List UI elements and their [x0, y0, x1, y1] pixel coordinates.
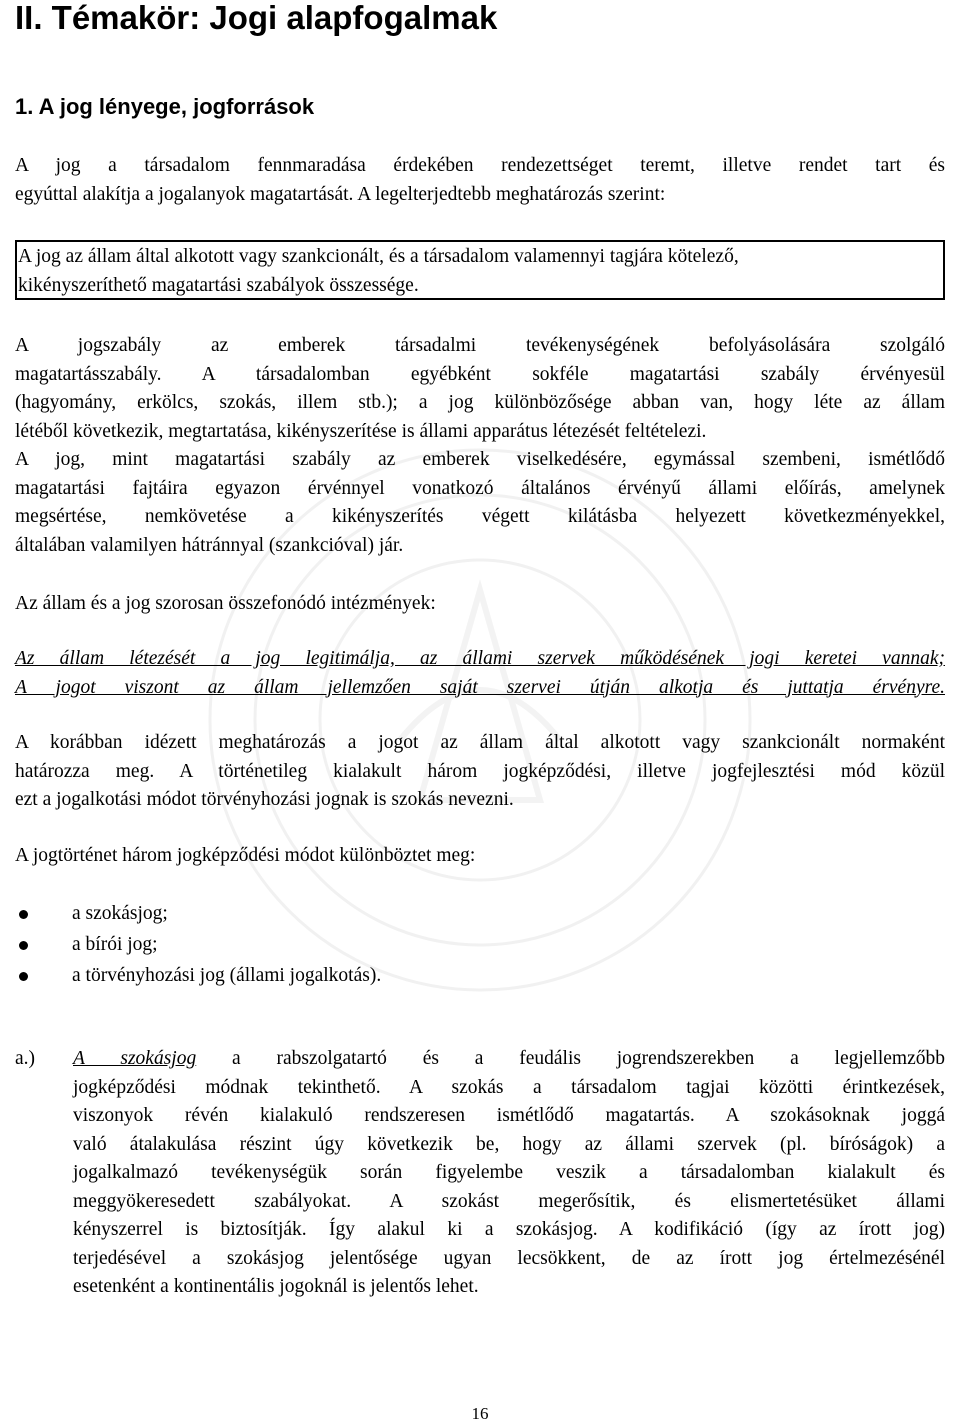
text-line: való átalakulása részint úgy következik be, hogy az állami szervek (pl. bíróságok) a [73, 1133, 945, 1155]
list-item [15, 931, 381, 962]
text-line: A jog a társadalom fennmaradása érdekében rendezettséget teremt, illetve rendet tart és [15, 155, 945, 176]
section-a-body [73, 1045, 945, 1302]
text-line: (hagyomány, erkölcs, szokás, illem stb.); a jog különbözősége abban van, hogy léte az állam [15, 392, 945, 413]
text-line [73, 1045, 945, 1074]
keyword: A szokásjog [73, 1048, 197, 1069]
section-marker: a.) [15, 1048, 36, 1069]
text-line: magatartásszabály. A társadalomban egyébként sokféle magatartási szabály érvényesül [15, 363, 945, 385]
text-line-rest: a rabszolgatartó és a feudális jogrendszerekben a legjellemzőbb [196, 1048, 945, 1069]
text-line: létéből következik, megtartatása, kikényszerítése is állami apparátus létezését feltételezi. [15, 420, 707, 442]
bullet-icon [19, 910, 28, 919]
definition-box [15, 240, 945, 300]
italic-statements [15, 645, 945, 702]
law-formation-list [15, 900, 381, 993]
text-line: egyúttal alakítja a jogalanyok magatartását. A legelterjedtebb meghatározás szerint: [15, 183, 666, 205]
text-line: általában valamilyen hátránnyal (szankcióval) jár. [15, 534, 404, 556]
text-line: A jog, mint magatartási szabály az emberek viselkedésére, egymással szembeni, ismétlődő [15, 449, 945, 470]
text-line: viszonyok révén kialakuló rendszeresen ismétlődő magatartás. A szokásoknak joggá [73, 1105, 945, 1126]
page-number: 16 [471, 1404, 489, 1423]
list-item-label: a törvényhozási jog (állami jogalkotás). [72, 965, 382, 986]
bullet-icon [19, 941, 28, 950]
bullet-icon [19, 972, 28, 981]
text-line: ezt a jogalkotási módot törvényhozási jognak is szokás nevezni. [15, 789, 514, 810]
definition-reference-paragraph [15, 729, 945, 815]
text-line: határozza meg. A történetileg kialakult három jogképződési, illetve jogfejlesztési mód közül [15, 760, 945, 782]
text-line: megsértése, nemkövetése a kikényszerítés végett kilátásba helyezett következményekkel, [15, 506, 945, 527]
list-item-label: a bírói jog; [72, 934, 158, 955]
text-line: magatartási fajtáira egyazon érvénnyel vonatkozó általános érvényű állami előírás, amelynek [15, 477, 945, 499]
jogszabaly-paragraph [15, 332, 945, 560]
text-line: kényszerrel is biztosítják. Így alakul ki a szokásjog. A kodifikáció (így az írott jog) [73, 1219, 945, 1240]
text-line: terjedésével a szokásjog jelentősége ugyan lecsökkent, de az írott jog értelmezésénél [73, 1247, 945, 1269]
text-line: jogalkalmazó tevékenységük során figyelembe veszik a társadalomban kialakult és [73, 1162, 945, 1183]
chapter-title: II. Témakör: Jogi alapfogalmak [15, 0, 498, 36]
definition-line: A jog az állam által alkotott vagy szankcionált, és a társadalom valamennyi tagjára kötelező, [18, 246, 739, 267]
text-line: jogképződési módnak tekinthető. A szokás a társadalom tagjai közötti érintkezések, [73, 1076, 945, 1098]
jogtortenet-paragraph: A jogtörténet három jogképződési módot különböztet meg: [15, 845, 476, 866]
list-item-label: a szokásjog; [72, 903, 168, 924]
intro-paragraph [15, 152, 945, 209]
italic-line: Az állam létezését a jog legitimálja, az állami szervek működésének jogi keretei vannak; [15, 648, 945, 669]
text-line: A jogszabály az emberek társadalmi tevékenységének befolyásolására szolgáló [15, 335, 945, 356]
list-item [15, 962, 381, 993]
italic-line: A jogot viszont az állam jellemzően saját szervei útján alkotja és juttatja érvényre. [15, 676, 945, 698]
section-title: 1. A jog lényege, jogforrások [15, 94, 315, 119]
list-item [15, 900, 381, 931]
allam-jog-paragraph: Az állam és a jog szorosan összefonódó intézmények: [15, 593, 436, 614]
text-line: A korábban idézett meghatározás a jogot az állam által alkotott vagy szankcionált normaként [15, 732, 945, 753]
text-line: esetenként a kontinentális jogoknál is jelentős lehet. [73, 1276, 479, 1297]
definition-line: kikényszeríthető magatartási szabályok összessége. [18, 274, 419, 296]
text-line: meggyökeresedett szabályokat. A szokást megerősítik, és elismertetésüket állami [73, 1190, 945, 1212]
